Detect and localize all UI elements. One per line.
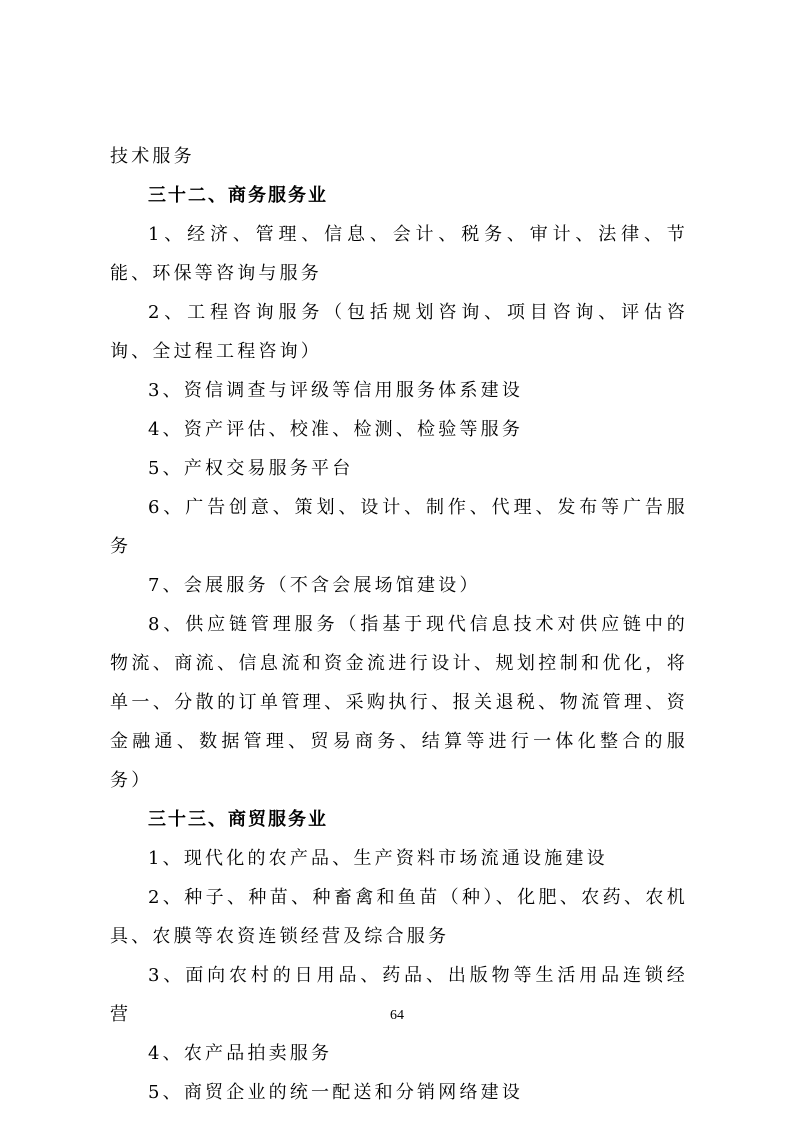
list-item: 7、会展服务（不含会展场馆建设） [148,575,481,596]
section-heading-33: 三十三、商贸服务业 [148,809,328,830]
page-number: 64 [390,1008,404,1023]
document-body [110,137,688,1112]
list-item: 1、现代化的农产品、生产资料市场流通设施建设 [148,848,608,869]
continuation-text: 技术服务 [110,146,195,167]
list-item: 6、广告创意、策划、设计、制作、代理、发布等广告服务 [110,497,688,557]
list-item: 2、工程咨询服务（包括规划咨询、项目咨询、评估咨询、全过程工程咨询） [110,302,688,362]
list-item: 1、经济、管理、信息、会计、税务、审计、法律、节能、环保等咨询与服务 [110,224,688,284]
list-item: 8、供应链管理服务（指基于现代信息技术对供应链中的物流、商流、信息流和资金流进行设计、规划控制和优化，将单一、分散的订单管理、采购执行、报关退税、物流管理、资金融通、数据管理、贸易商务、结算等进行一体化整合的服务） [110,614,688,791]
list-item: 4、农产品拍卖服务 [148,1043,333,1064]
list-item: 3、面向农村的日用品、药品、出版物等生活用品连锁经营 [110,965,688,1025]
list-item: 2、种子、种苗、种畜禽和鱼苗（种）、化肥、农药、农机具、农膜等农资连锁经营及综合服务 [110,887,688,947]
list-item: 4、资产评估、校准、检测、检验等服务 [148,419,524,440]
list-item: 5、商贸企业的统一配送和分销网络建设 [148,1082,524,1103]
list-item: 5、产权交易服务平台 [148,458,354,479]
list-item: 3、资信调查与评级等信用服务体系建设 [148,380,524,401]
section-heading-32: 三十二、商务服务业 [148,185,328,206]
